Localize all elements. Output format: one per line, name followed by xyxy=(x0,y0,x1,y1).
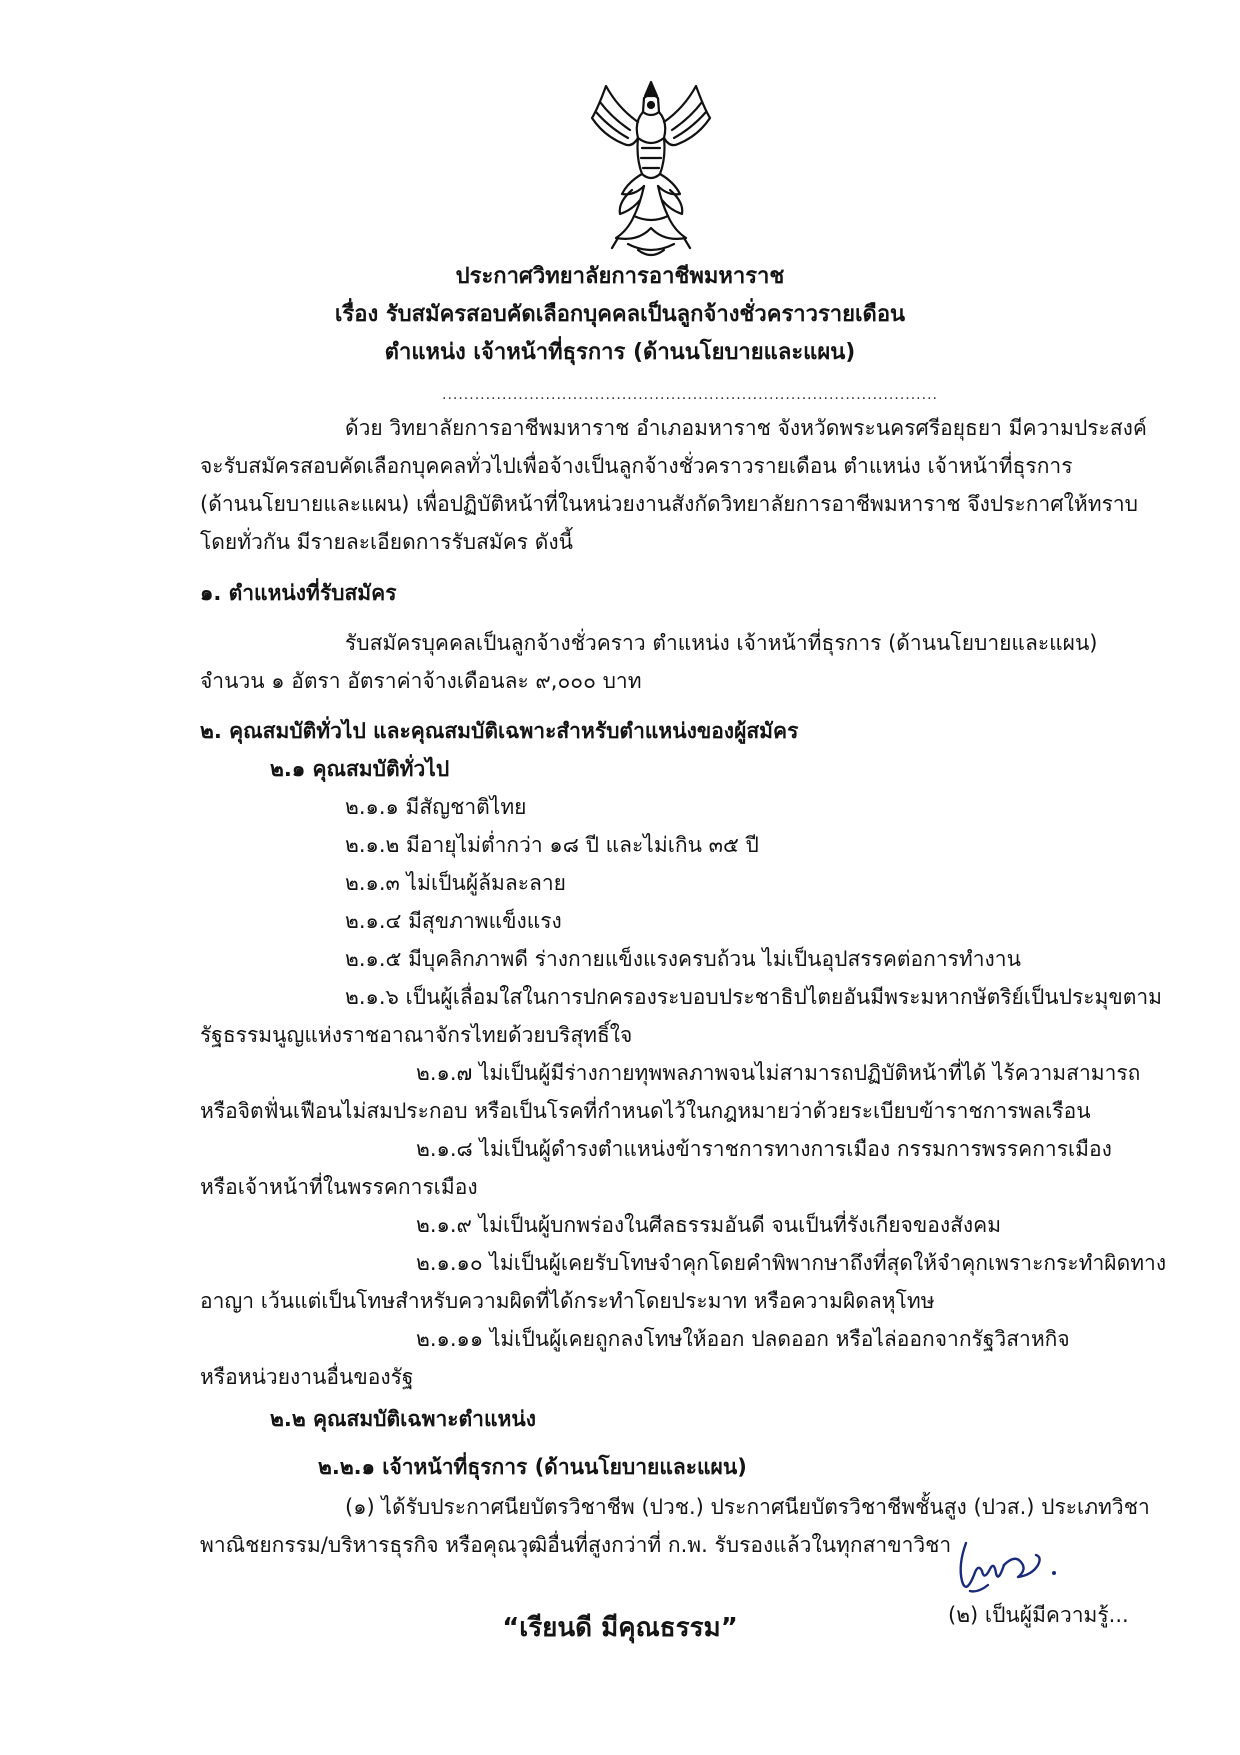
garuda-emblem-icon xyxy=(588,78,714,264)
qualification-line-2: พาณิชยกรรม/บริหารธุรกิจ หรือคุณวุฒิอื่นที่สูงกว่าที่ ก.พ. รับรองแล้วในทุกสาขาวิชา xyxy=(200,1533,952,1557)
list-item: ๒.๑.๘ ไม่เป็นผู้ดำรงตำแหน่งข้าราชการทางการเมือง กรรมการพรรคการเมือง xyxy=(416,1137,1112,1161)
list-item: ๒.๑.๒ มีอายุไม่ต่ำกว่า ๑๘ ปี และไม่เกิน ๓๕ ปี xyxy=(345,833,759,857)
intro-line-1: ด้วย วิทยาลัยการอาชีพมหาราช อำเภอมหาราช จังหวัดพระนครศรีอยุธยา มีความประสงค์ xyxy=(345,416,1147,440)
signature xyxy=(948,1535,1068,1599)
section-2-1-heading: ๒.๑ คุณสมบัติทั่วไป xyxy=(270,757,450,781)
intro-line-3: (ด้านนโยบายและแผน) เพื่อปฏิบัติหน้าที่ในหน่วยงานสังกัดวิทยาลัยการอาชีพมหาราช จึงประกาศให้ทราบ xyxy=(200,492,1138,516)
list-item-continuation: หรือจิตฟั่นเฟือนไม่สมประกอบ หรือเป็นโรคที่กำหนดไว้ในกฎหมายว่าด้วยระเบียบข้าราชการพลเรือน xyxy=(200,1099,1091,1123)
list-item: ๒.๑.๔ มีสุขภาพแข็งแรง xyxy=(345,909,562,933)
list-item: ๒.๑.๗ ไม่เป็นผู้มีร่างกายทุพพลภาพจนไม่สามารถปฏิบัติหน้าที่ได้ ไร้ความสามารถ xyxy=(416,1061,1141,1085)
list-item: ๒.๑.๕ มีบุคลิกภาพดี ร่างกายแข็งแรงครบถ้วน ไม่เป็นอุปสรรคต่อการทำงาน xyxy=(345,947,1021,971)
list-item: ๒.๑.๖ เป็นผู้เลื่อมใสในการปกครองระบอบประชาธิปไตยอันมีพระมหากษัตริย์เป็นประมุขตาม xyxy=(345,985,1163,1009)
section-2-2-1-heading: ๒.๒.๑ เจ้าหน้าที่ธุรการ (ด้านนโยบายและแผน) xyxy=(318,1455,747,1479)
list-item: ๒.๑.๓ ไม่เป็นผู้ล้มละลาย xyxy=(345,871,566,895)
qualification-line-1: (๑) ได้รับประกาศนียบัตรวิชาชีพ (ปวช.) ประกาศนียบัตรวิชาชีพชั้นสูง (ปวส.) ประเภทวิชา xyxy=(345,1495,1150,1519)
list-item: ๒.๑.๑ มีสัญชาติไทย xyxy=(345,795,527,819)
list-item: ๒.๑.๑๐ ไม่เป็นผู้เคยรับโทษจำคุกโดยคำพิพากษาถึงที่สุดให้จำคุกเพราะกระทำผิดทาง xyxy=(416,1251,1167,1275)
section-1-heading: ๑. ตำแหน่งที่รับสมัคร xyxy=(200,581,397,605)
section-2-2-heading: ๒.๒ คุณสมบัติเฉพาะตำแหน่ง xyxy=(270,1407,536,1431)
list-item-continuation: รัฐธรรมนูญแห่งราชอาณาจักรไทยด้วยบริสุทธิ์ใจ xyxy=(200,1023,633,1047)
section-2-heading: ๒. คุณสมบัติทั่วไป และคุณสมบัติเฉพาะสำหรับตำแหน่งของผู้สมัคร xyxy=(200,719,799,743)
college-motto: “เรียนดี มีคุณธรรม” xyxy=(502,1613,738,1643)
list-item-continuation: หรือหน่วยงานอื่นของรัฐ xyxy=(200,1365,414,1389)
announcement-subject: เรื่อง รับสมัครสอบคัดเลือกบุคคลเป็นลูกจ้างชั่วคราวรายเดือน xyxy=(334,302,906,327)
list-item: ๒.๑.๙ ไม่เป็นผู้บกพร่องในศีลธรรมอันดี จนเป็นที่รังเกียจของสังคม xyxy=(416,1213,1002,1237)
list-item: ๒.๑.๑๑ ไม่เป็นผู้เคยถูกลงโทษให้ออก ปลดออก หรือไล่ออกจากรัฐวิสาหกิจ xyxy=(416,1327,1070,1351)
list-item-continuation: หรือเจ้าหน้าที่ในพรรคการเมือง xyxy=(200,1175,478,1199)
section-1-line-2: จำนวน ๑ อัตรา อัตราค่าจ้างเดือนละ ๙,๐๐๐ บาท xyxy=(200,669,642,693)
continuation-note: (๒) เป็นผู้มีความรู้... xyxy=(948,1603,1129,1627)
intro-line-2: จะรับสมัครสอบคัดเลือกบุคคลทั่วไปเพื่อจ้างเป็นลูกจ้างชั่วคราวรายเดือน ตำแหน่ง เจ้าหน้าที่ธุรการ xyxy=(200,454,1073,478)
announcement-title: ประกาศวิทยาลัยการอาชีพมหาราช xyxy=(455,264,785,289)
intro-line-4: โดยทั่วกัน มีรายละเอียดการรับสมัคร ดังนี้ xyxy=(200,530,574,554)
list-item-continuation: อาญา เว้นแต่เป็นโทษสำหรับความผิดที่ได้กระทำโดยประมาท หรือความผิดลหุโทษ xyxy=(200,1289,935,1313)
section-1-line-1: รับสมัครบุคคลเป็นลูกจ้างชั่วคราว ตำแหน่ง เจ้าหน้าที่ธุรการ (ด้านนโยบายและแผน) xyxy=(345,631,1098,655)
announcement-position: ตำแหน่ง เจ้าหน้าที่ธุรการ (ด้านนโยบายและแผน) xyxy=(384,340,856,365)
title-divider: ........................................................................................... xyxy=(442,387,938,403)
